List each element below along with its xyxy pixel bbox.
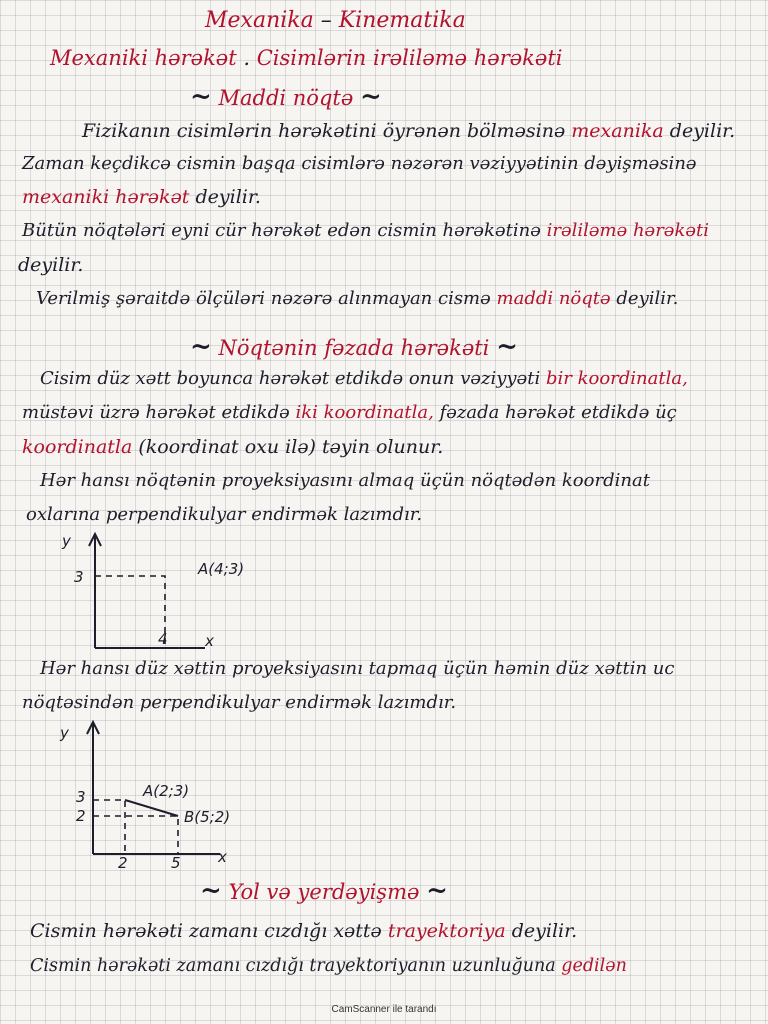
graph1-point-a: A(4;3): [198, 560, 245, 578]
section2-title-text: Nöqtənin fəzada hərəkəti: [218, 336, 490, 360]
graph2-point-a: A(2;3): [143, 782, 190, 800]
p2-line2: deyilir.: [18, 254, 84, 276]
graph1-y-axis: [89, 534, 101, 648]
heading-mechanics: Mexanika: [205, 8, 314, 33]
p4-term-coord: koordinatla: [22, 436, 133, 458]
tilde-left: ~: [190, 332, 212, 362]
p3-term-material-point: maddi nöqtə: [496, 288, 611, 309]
p1-line3: [22, 188, 261, 207]
graph-point-projection: [40, 528, 310, 653]
graph1-x-tick: 4: [158, 630, 168, 648]
p3-text: Verilmiş şəraitdə ölçüləri nəzərə alınmayan cismə: [36, 288, 497, 309]
graph2-x-label: x: [218, 848, 227, 866]
p4-text2: müstəvi üzrə hərəkət etdikdə: [22, 402, 296, 423]
p7-text-end: deyilir.: [505, 920, 578, 942]
graph2-x-tick-5: 5: [171, 854, 181, 871]
p4-text3: fəzada hərəkət etdikdə üç: [433, 402, 677, 423]
p1-term-mechanical-motion: mexaniki hərəkət: [22, 186, 190, 208]
p4-line2: [22, 404, 677, 422]
p1-term-mechanics: mexanika: [571, 120, 664, 142]
p3-line1: [36, 290, 678, 308]
p1-line3-end: deyilir.: [189, 186, 261, 208]
tilde-right: ~: [359, 82, 382, 112]
graph2-projection-lines: [93, 800, 178, 854]
p2-term-translational: irəliləmə hərəkəti: [546, 220, 710, 241]
heading-kinematics: Kinematika: [338, 8, 466, 33]
p4-text4: (koordinat oxu ilə) təyin olunur.: [132, 436, 444, 458]
tilde-left: ~: [200, 876, 222, 906]
graph2-y-label: y: [60, 724, 69, 742]
graph1-projection-lines: [95, 576, 165, 648]
graph2-point-b: B(5;2): [184, 808, 231, 826]
p7-text: Cismin hərəkəti zamanı cızdığı xəttə: [30, 920, 388, 942]
p7-line1: [30, 922, 577, 941]
p1-text: Fizikanın cisimlərin hərəkətini öyrənən bölməsinə: [82, 120, 572, 142]
p7-text2: Cismin hərəkəti zamanı cızdığı trayektoriyanın uzunluğuna: [30, 956, 562, 976]
p4-line3: [22, 438, 443, 457]
graph1-x-label: x: [205, 632, 214, 650]
p1-text-end: deyilir.: [663, 120, 736, 142]
heading-dash: –: [313, 8, 339, 33]
graph2-segment-ab: [125, 800, 178, 816]
section3-title-text: Yol və yerdəyişmə: [228, 880, 420, 904]
section1-title-text: Maddi nöqtə: [218, 86, 354, 110]
tilde-right: ~: [426, 876, 448, 906]
p7-term-trajectory: trayektoriya: [387, 920, 506, 942]
section-title-point-motion: [190, 334, 518, 360]
scanner-footer: CamScanner ile tarandı: [331, 1004, 437, 1015]
p5-line1: Hər hansı nöqtənin proyeksiyasını almaq üçün nöqtədən koordinat: [40, 470, 650, 491]
p6-line1: Hər hansı düz xəttin proyeksiyasını tapmaq üçün həmin düz xəttin uc: [40, 658, 675, 679]
p2-text: Bütün nöqtələri eyni cür hərəkət edən cismin hərəkətinə: [22, 220, 547, 241]
p7-line2: [30, 958, 627, 976]
p5-line2: oxlarına perpendikulyar endirmək lazımdır.: [26, 504, 423, 525]
p1-line2: Zaman keçdikcə cismin başqa cisimlərə nəzərən vəziyyətinin dəyişməsinə: [22, 153, 697, 174]
section-title-path-displacement: [200, 878, 448, 904]
graph1-y-label: y: [62, 532, 71, 550]
graph2-x-tick-2: 2: [118, 854, 128, 871]
p7-term-traveled: gedilən: [561, 956, 627, 976]
tilde-left: ~: [190, 82, 212, 112]
page-subheading: [50, 48, 563, 69]
p6-line2: nöqtəsindən perpendikulyar endirmək lazımdır.: [22, 692, 457, 713]
section-title-material-point: [190, 84, 382, 110]
subheading-motion: Mexaniki hərəkət: [50, 46, 237, 70]
p1-line1: [82, 122, 735, 141]
p4-line1: [40, 370, 688, 388]
p4-term-two-coord: iki koordinatla,: [295, 402, 434, 423]
graph2-y-axis: [87, 722, 99, 854]
p2-line1: [22, 222, 709, 240]
p3-text-end: deyilir.: [610, 288, 679, 309]
p4-text: Cisim düz xətt boyunca hərəkət etdikdə onun vəziyyəti: [40, 368, 546, 389]
graph2-y-tick-3: 3: [76, 788, 86, 806]
subheading-dot: .: [236, 46, 257, 70]
graph2-y-tick-2: 2: [76, 807, 86, 825]
page-heading: [205, 10, 466, 32]
subheading-translational: Cisimlərin irəliləmə hərəkəti: [256, 46, 563, 70]
graph-segment-projection: [40, 716, 280, 871]
p4-term-one-coord: bir koordinatla,: [545, 368, 688, 389]
tilde-right: ~: [496, 332, 518, 362]
graph1-y-tick: 3: [74, 568, 84, 586]
